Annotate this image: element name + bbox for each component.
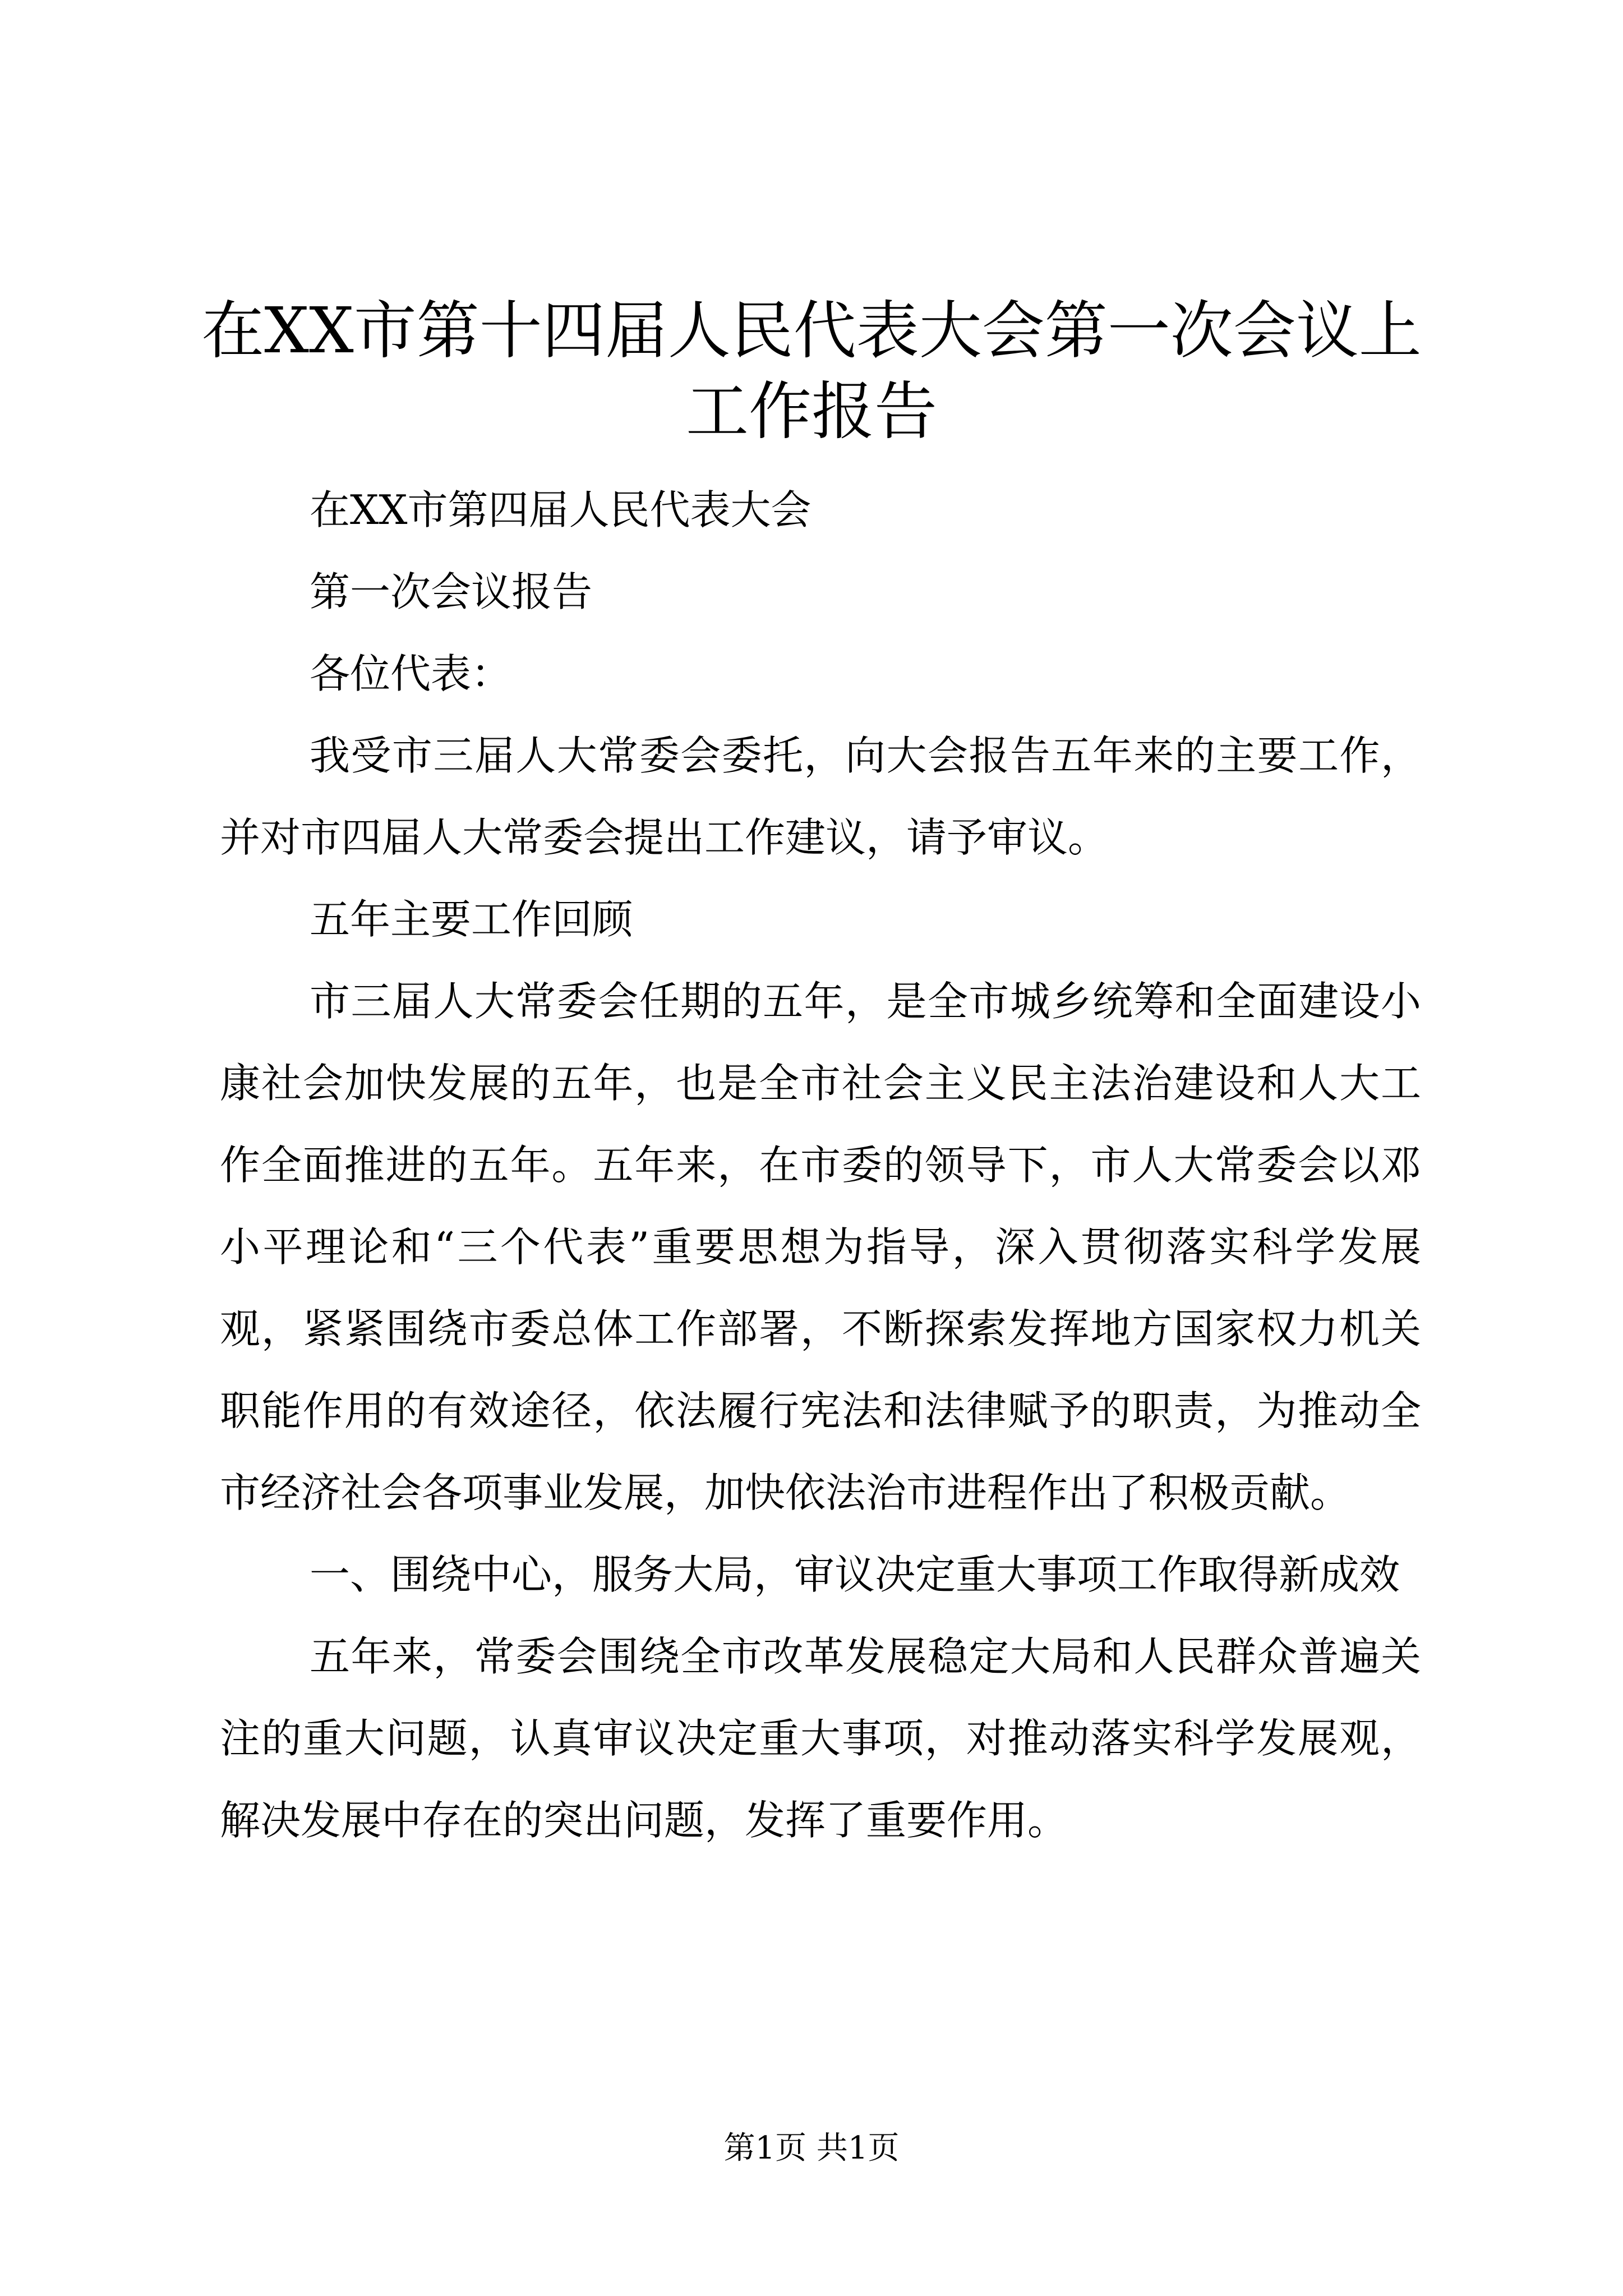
document-title-line-1: 在XX市第十四届人民代表大会第一次会议上 [201,295,1422,367]
paragraph-heading-congress: 在XX市第四届人民代表大会 [310,486,811,533]
paragraph-intro: 我受市三届人大常委会委托，向大会报告五年来的主要工作，并对市四届人大常委会提出工作建议，请予审议。 [220,732,1421,861]
document-body [220,469,1421,1861]
paragraph-section-one-body: 五年来，常委会围绕全市改革发展稳定大局和人民群众普遍关注的重大问题，认真审议决定重大事项，对推动落实科学发展观，解决发展中存在的突出问题，发挥了重要作用。 [220,1633,1421,1844]
paragraph-heading-session: 第一次会议报告 [310,568,593,615]
paragraph-review-body: 市三届人大常委会任期的五年，是全市城乡统筹和全面建设小康社会加快发展的五年，也是全市社会主义民主法治建设和人大工作全面推进的五年。五年来，在市委的领导下，市人大常委会以邓小平理论和“三个代表”重要思想为指导，深入贯彻落实科学发展观，紧紧围绕市委总体工作部署，不断探索发挥地方国家权力机关职能作用的有效途径，依法履行宪法和法律赋予的职责，为推动全市经济社会各项事业发展，加快依法治市进程作出了积极贡献。 [220,978,1421,1516]
page-footer: 第1页 共1页 [723,2130,900,2166]
paragraph-section-review: 五年主要工作回顾 [310,896,633,943]
paragraph-section-one: 一、围绕中心，服务大局，审议决定重大事项工作取得新成效 [310,1551,1400,1598]
document-title-line-2: 工作报告 [686,375,937,448]
paragraph-salutation: 各位代表： [310,650,512,697]
